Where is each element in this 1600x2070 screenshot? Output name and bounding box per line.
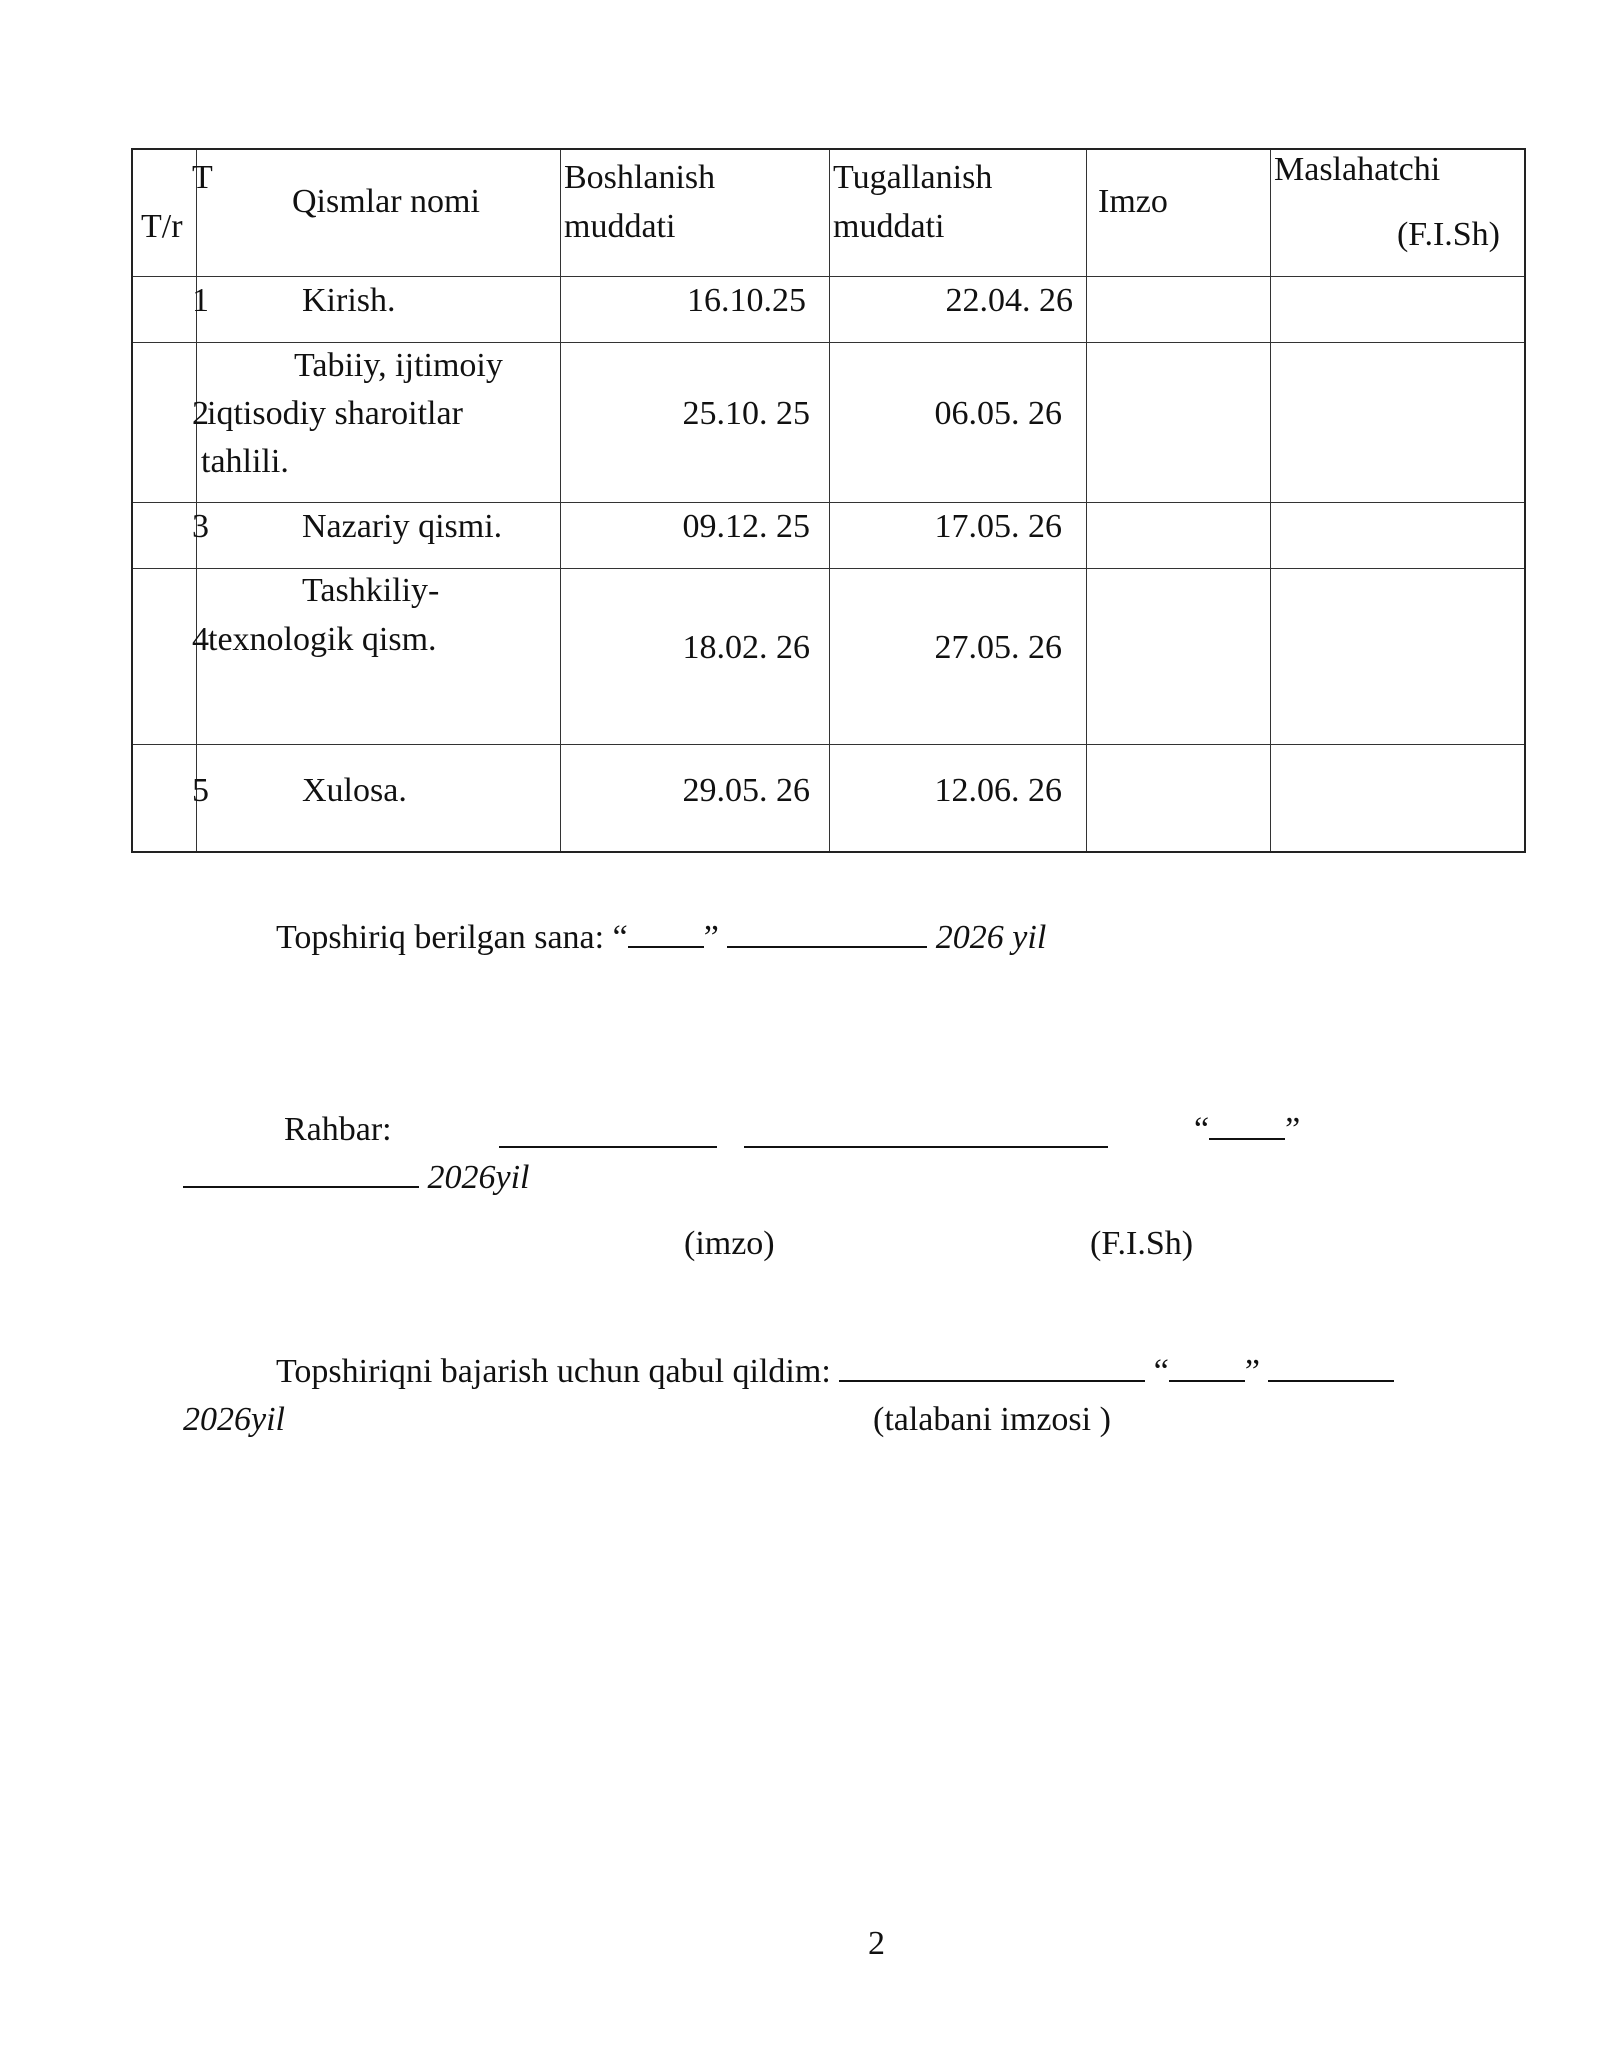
accepted-line bbox=[276, 1348, 1394, 1396]
open-quote: “ bbox=[1194, 1111, 1210, 1148]
row-divider bbox=[133, 744, 1524, 745]
column-divider bbox=[196, 150, 197, 851]
supervisor-day-line bbox=[1194, 1106, 1300, 1154]
row2-name-line2: iqtisodiy sharoitlar bbox=[207, 395, 463, 432]
row3-start-date: 09.12. 25 bbox=[682, 508, 810, 545]
supervisor-signature-blank bbox=[499, 1116, 717, 1148]
row1-end-date: 22.04. 26 bbox=[945, 282, 1073, 319]
open-quote: “ bbox=[612, 919, 628, 956]
row4-name-line2: texnologik qism. bbox=[208, 621, 437, 658]
accepted-year: 2026yil bbox=[183, 1401, 285, 1438]
supervisor-year: 2026yil bbox=[427, 1159, 530, 1196]
close-quote: ” bbox=[1244, 1353, 1260, 1390]
given-date-label: Topshiriq berilgan sana: bbox=[276, 919, 605, 956]
supervisor-label: Rahbar: bbox=[284, 1111, 392, 1148]
column-divider bbox=[829, 150, 830, 851]
row4-end-date: 27.05. 26 bbox=[934, 629, 1062, 666]
day-blank bbox=[1169, 1350, 1245, 1382]
row3-number: 3 bbox=[192, 508, 209, 545]
close-quote: ” bbox=[1285, 1111, 1301, 1148]
day-blank bbox=[1209, 1108, 1285, 1140]
page-number: 2 bbox=[868, 1925, 885, 1962]
month-blank bbox=[183, 1156, 419, 1188]
month-blank bbox=[727, 916, 927, 948]
close-quote: ” bbox=[703, 919, 719, 956]
column-divider bbox=[560, 150, 561, 851]
row2-name-line3: tahlili. bbox=[201, 443, 289, 480]
given-date-year: 2026 yil bbox=[935, 919, 1047, 956]
supervisor-date-line bbox=[183, 1154, 529, 1202]
row2-name-line1: Tabiiy, ijtimoiy bbox=[294, 347, 503, 384]
name-caption: (F.I.Sh) bbox=[1090, 1225, 1194, 1262]
row2-start-date: 25.10. 25 bbox=[682, 395, 810, 432]
header-end-line1: Tugallanish bbox=[833, 159, 993, 196]
row5-name: Xulosa. bbox=[302, 772, 407, 809]
supervisor-name-blank bbox=[744, 1116, 1108, 1148]
row3-name: Nazariy qismi. bbox=[302, 508, 503, 545]
accepted-label: Topshiriqni bajarish uchun qabul qildim: bbox=[276, 1353, 831, 1390]
row2-number: 2 bbox=[192, 395, 209, 432]
open-quote: “ bbox=[1153, 1353, 1169, 1390]
header-section-name: Qismlar nomi bbox=[292, 183, 480, 220]
header-start-line1: Boshlanish bbox=[564, 159, 716, 196]
day-blank bbox=[628, 916, 704, 948]
row4-name-line1: Tashkiliy- bbox=[302, 572, 440, 609]
given-date-line bbox=[276, 914, 1046, 962]
row1-start-date: 16.10.25 bbox=[687, 282, 806, 319]
row5-end-date: 12.06. 26 bbox=[934, 772, 1062, 809]
row1-number: 1 bbox=[192, 282, 209, 319]
column-divider bbox=[1086, 150, 1087, 851]
header-advisor-line1: Maslahatchi bbox=[1274, 151, 1441, 188]
header-start-line2: muddati bbox=[564, 208, 676, 245]
student-signature-blank bbox=[839, 1350, 1145, 1382]
row1-name: Kirish. bbox=[302, 282, 396, 319]
student-signature-caption: (talabani imzosi ) bbox=[873, 1401, 1111, 1438]
header-tr-fragment: T bbox=[192, 159, 213, 196]
signature-caption: (imzo) bbox=[684, 1225, 775, 1262]
header-tr: T/r bbox=[141, 208, 183, 245]
row5-number: 5 bbox=[192, 772, 209, 809]
row5-start-date: 29.05. 26 bbox=[682, 772, 810, 809]
row2-end-date: 06.05. 26 bbox=[934, 395, 1062, 432]
header-signature: Imzo bbox=[1098, 183, 1168, 220]
column-divider bbox=[1270, 150, 1271, 851]
header-end-line2: muddati bbox=[833, 208, 945, 245]
row4-number: 4 bbox=[192, 621, 209, 658]
row4-start-date: 18.02. 26 bbox=[682, 629, 810, 666]
row3-end-date: 17.05. 26 bbox=[934, 508, 1062, 545]
header-advisor-line2: (F.I.Sh) bbox=[1396, 216, 1500, 253]
month-blank bbox=[1268, 1350, 1394, 1382]
